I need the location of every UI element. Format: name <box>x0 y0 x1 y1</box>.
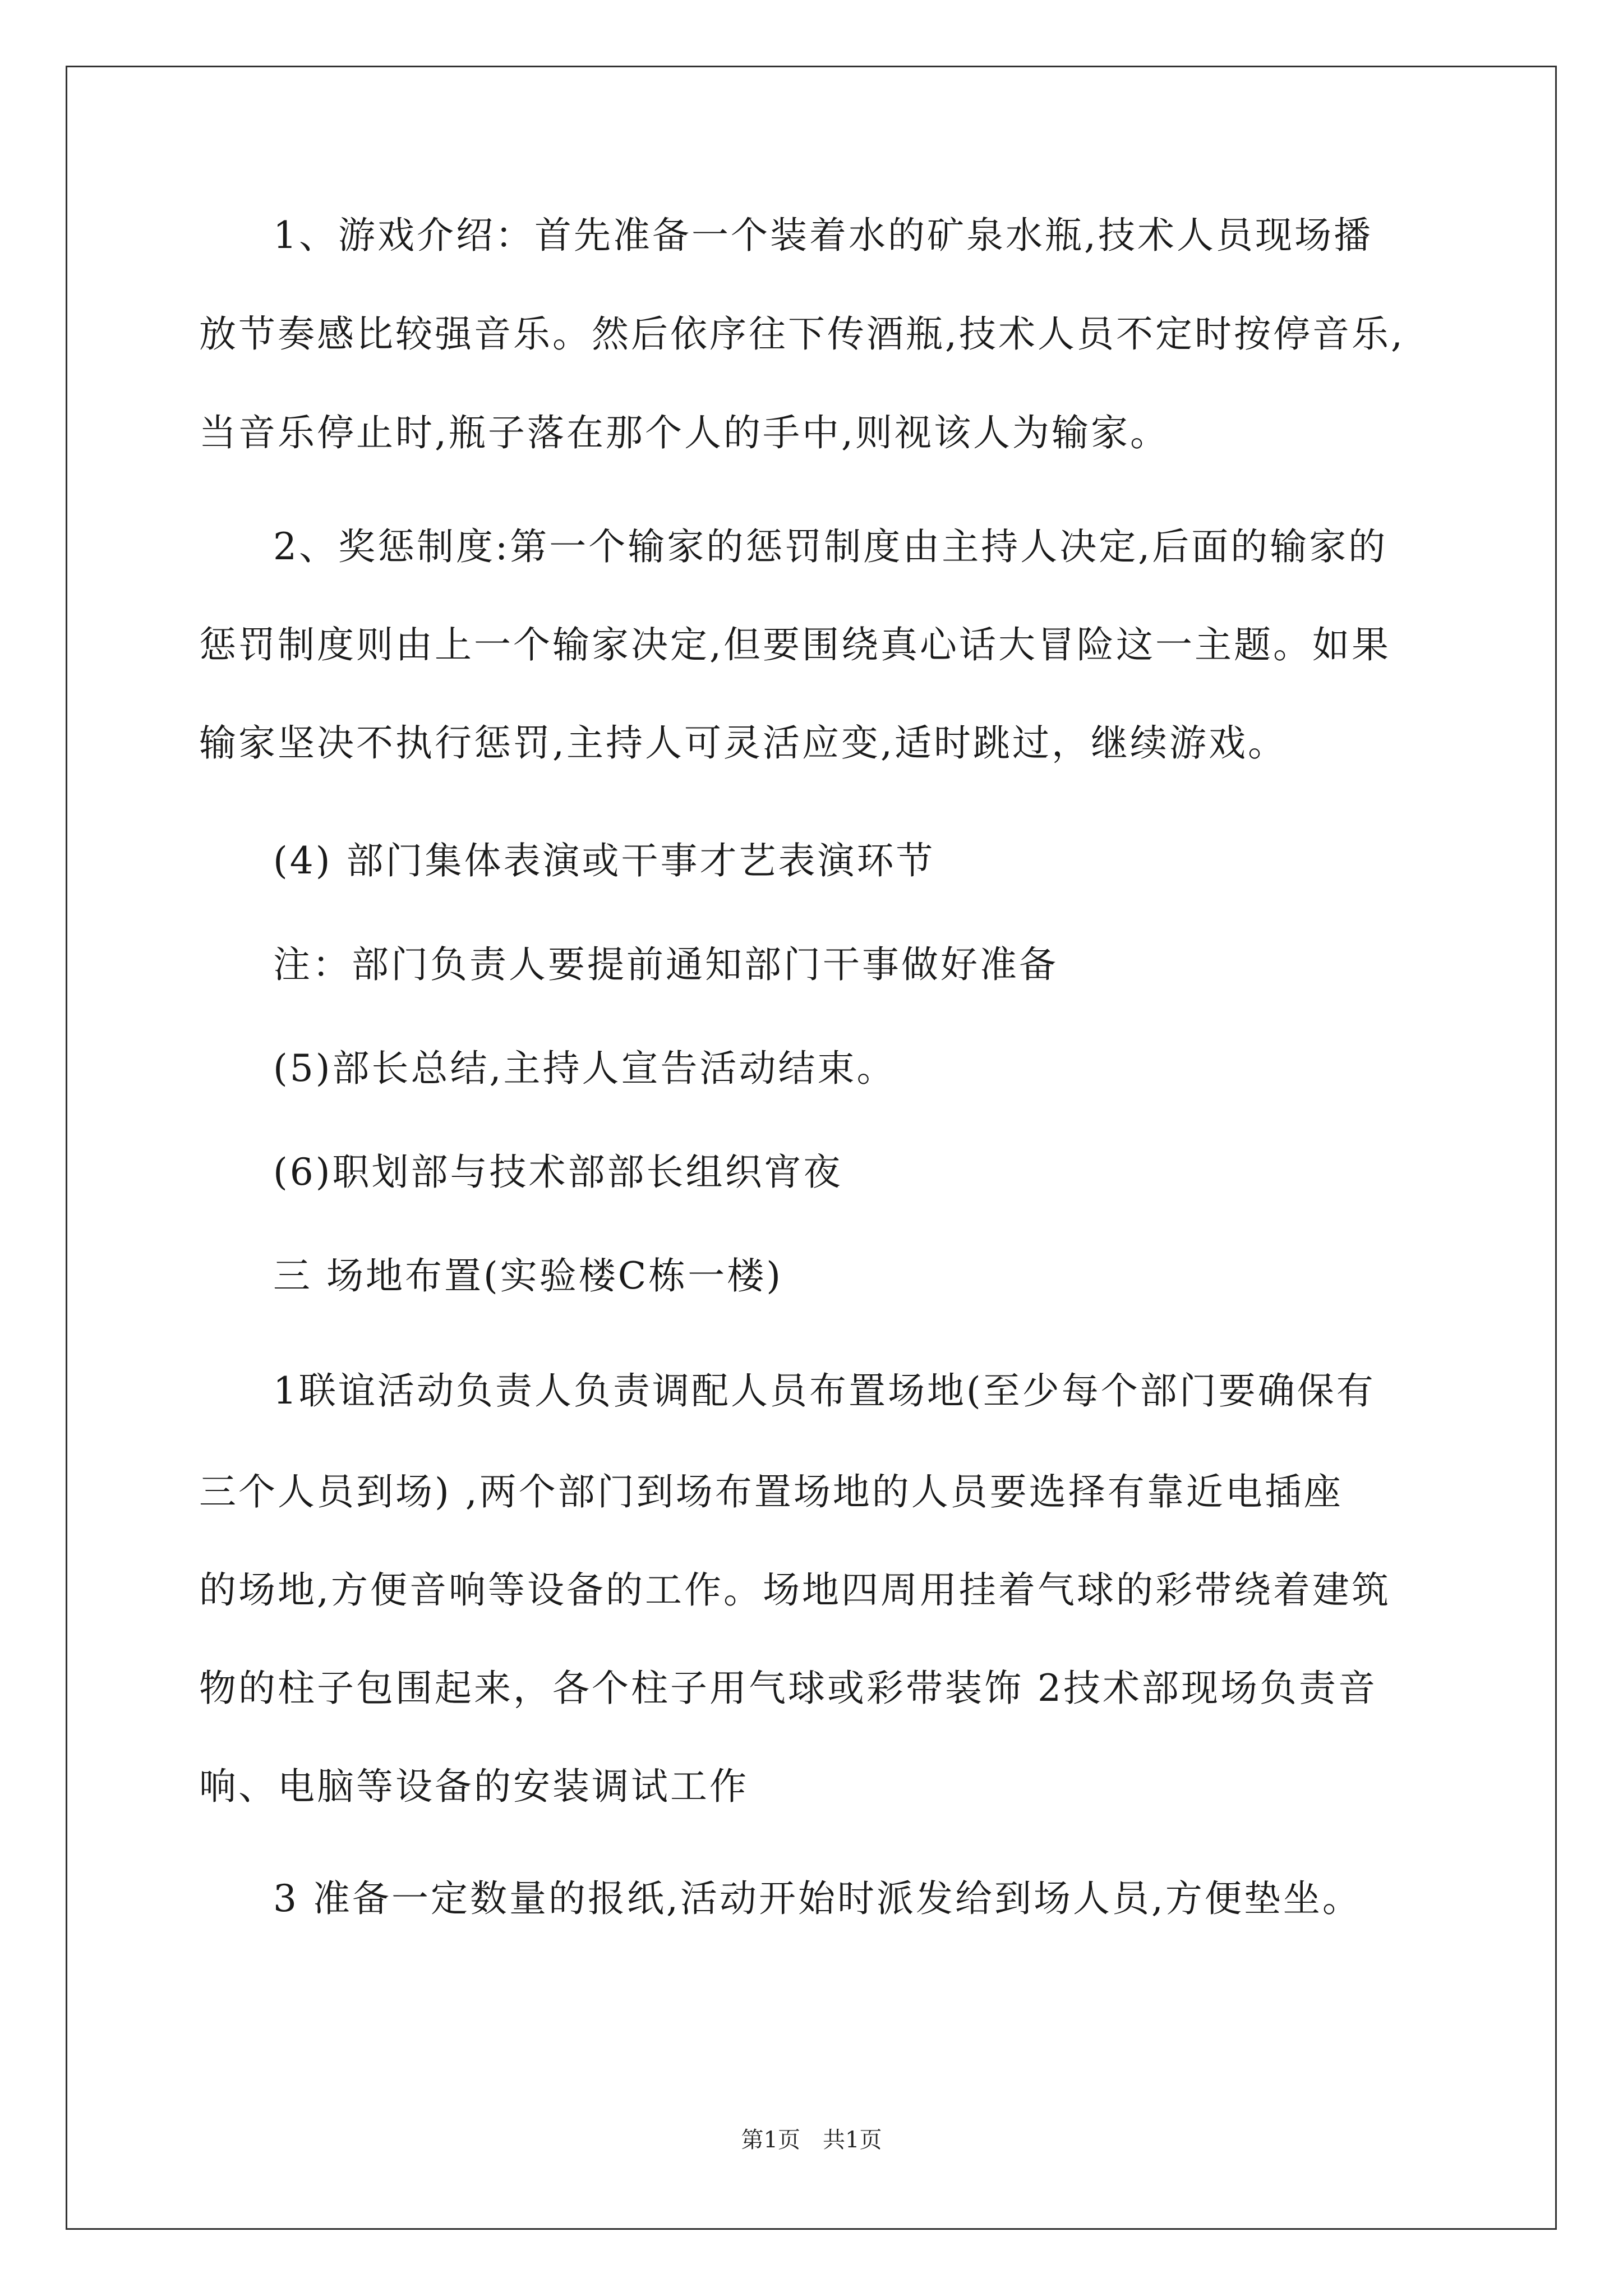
section-heading: 三 场地布置(实验楼C栋一楼) <box>273 1254 783 1297</box>
paragraph-line: 惩罚制度则由上一个输家决定,但要围绕真心话大冒险这一主题。如果 <box>199 623 1391 666</box>
paragraph-line: 放节奏感比较强音乐。然后依序往下传酒瓶,技术人员不定时按停音乐, <box>199 312 1405 356</box>
paragraph-line: 三个人员到场) ,两个部门到场布置场地的人员要选择有靠近电插座 <box>199 1470 1343 1513</box>
paragraph-line: 3 准备一定数量的报纸,活动开始时派发给到场人员,方便垫坐。 <box>273 1877 1362 1920</box>
paragraph-line: 的场地,方便音响等设备的工作。场地四周用挂着气球的彩带绕着建筑 <box>199 1568 1391 1612</box>
paragraph-line: (4) 部门集体表演或干事才艺表演环节 <box>273 839 935 882</box>
paragraph-line: 1、游戏介绍：首先准备一个装着水的矿泉水瓶,技术人员现场播 <box>273 214 1373 257</box>
page-footer: 第1页 共1页 <box>741 2127 882 2153</box>
paragraph-line: 物的柱子包围起来，各个柱子用气球或彩带装饰 2技术部现场负责音 <box>199 1667 1377 1710</box>
paragraph-line: 1联谊活动负责人负责调配人员布置场地(至少每个部门要确保有 <box>273 1369 1376 1412</box>
paragraph-line: 当音乐停止时,瓶子落在那个人的手中,则视该人为输家。 <box>199 411 1169 454</box>
paragraph-line: 响、电脑等设备的安装调试工作 <box>199 1765 749 1808</box>
paragraph-line: (5)部长总结,主持人宣告活动结束。 <box>273 1047 896 1090</box>
paragraph-line: 注：部门负责人要提前通知部门干事做好准备 <box>273 943 1058 986</box>
paragraph-line: 输家坚决不执行惩罚,主持人可灵活应变,适时跳过，继续游戏。 <box>199 721 1287 765</box>
paragraph-line: 2、奖惩制度:第一个输家的惩罚制度由主持人决定,后面的输家的 <box>273 525 1388 568</box>
paragraph-line: (6)职划部与技术部部长组织宵夜 <box>273 1151 843 1194</box>
